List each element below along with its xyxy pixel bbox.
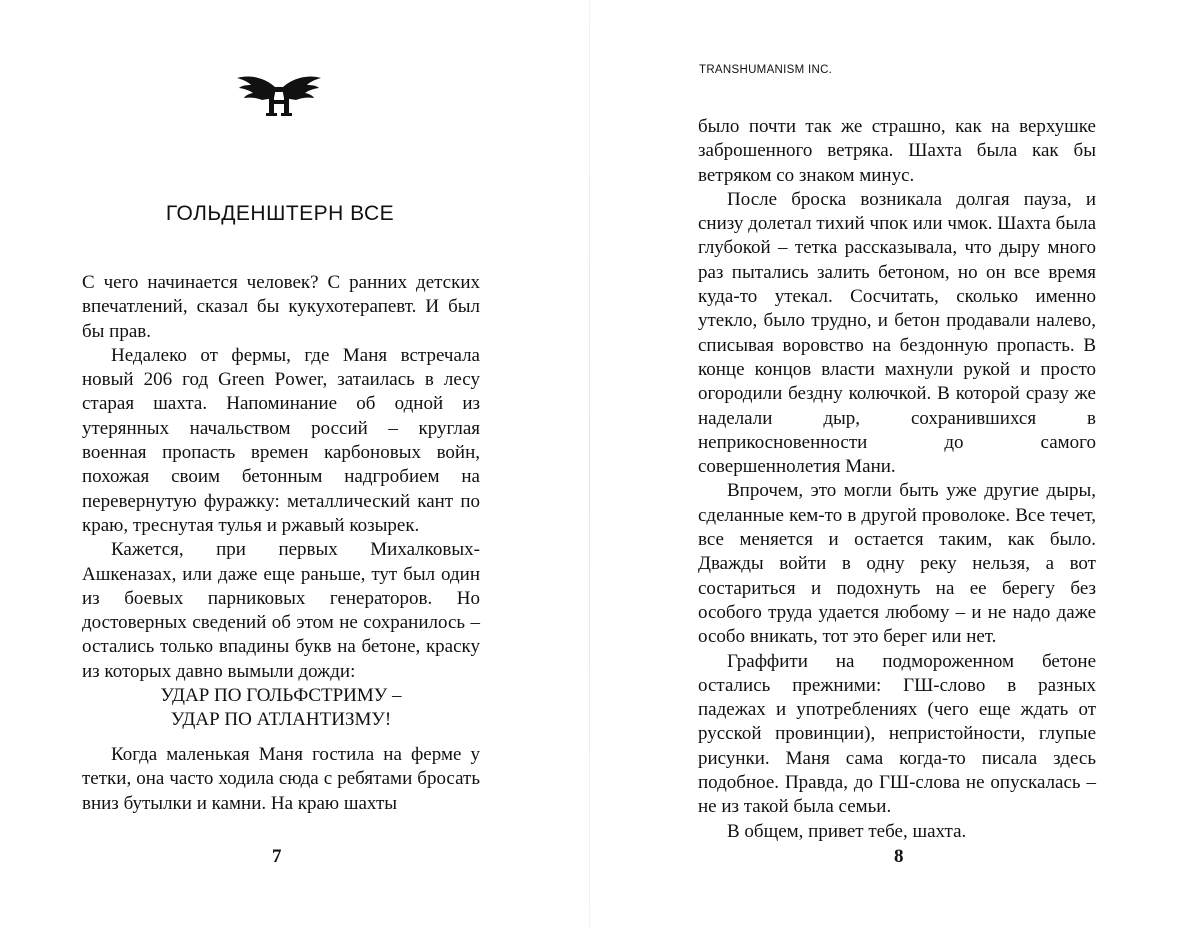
- paragraph: В общем, привет тебе, шахта.: [727, 820, 967, 842]
- paragraph: После броска возникала долгая пауза, и снизу долетал тихий чпок или чмок. Шахта была глубокой – тетка рассказывала, что дыру много раз пытались залить бетоном, но он все время куда-то утекал. Сосчитать, сколько именно утекло, было трудно, и бетон продавали налево, списывая воровство на бездонную пропасть. В конце концов власти махнули рукой и просто огородили бездну колючкой. В которой сразу же наделали дыр, сохранившихся в неприкосновенности до самого совершеннолетия Мани.: [698, 188, 1096, 478]
- paragraph: было почти так же страшно, как на верхушке заброшенного ветряка. Шахта была как бы ветряком со знаком минус.: [698, 116, 1096, 186]
- epigraph-line: УДАР ПО ГОЛЬФСТРИМУ –: [160, 685, 402, 706]
- right-body-text: [698, 115, 1096, 844]
- epigraph-line: УДАР ПО АТЛАНТИЗМУ!: [170, 709, 392, 731]
- paragraph: С чего начинается человек? С ранних детских впечатлений, сказал бы кукухотерапевт. И был бы прав.: [82, 272, 480, 342]
- running-header: TRANSHUMANISM INC.: [699, 64, 833, 76]
- page-number-right: 8: [894, 846, 904, 867]
- winged-th-monogram-icon: [236, 74, 322, 118]
- paragraph: Впрочем, это могли быть уже другие дыры, сделанные кем-то в другой проволоке. Все течет, все меняется и остается таким, как было. Дважды войти в одну реку нельзя, а вот состариться и подохнуть на ее берегу без особого труда удается любому – и не надо даже особо вникать, тот это берег или нет.: [698, 480, 1096, 648]
- epigraph: [82, 684, 480, 733]
- page-number-left: 7: [272, 846, 282, 867]
- left-body-text: [82, 271, 480, 684]
- paragraph: Кажется, при первых Михалковых-Ашкеназах, или даже еще раньше, тут был один из боевых парниковых генераторов. Но достоверных сведений об этом не сохранилось – остались только впадины букв на бетоне, краску из которых давно вымыли дожди:: [82, 539, 480, 682]
- right-page: [590, 0, 1181, 928]
- left-closing-text: [82, 743, 480, 816]
- paragraph: Граффити на подмороженном бетоне остались прежними: ГШ-слово в разных падежах и употреблениях (чего еще ждать от русской провинции), непристойности, глупые рисунки. Маня сама когда-то писала здесь подобное. Правда, до ГШ-слова не опускалась – не из такой была семьи.: [698, 650, 1096, 818]
- paragraph: Недалеко от фермы, где Маня встречала новый 206 год Green Power, затаилась в лесу старая шахта. Напоминание об одной из утерянных начальством россий – круглая военная пропасть времен карбоновых войн, похожая своим бетонным надгробием на перевернутую фуражку: металлический кант по краю, треснутая тулья и ржавый козырек.: [82, 344, 480, 536]
- chapter-title: ГОЛЬДЕНШТЕРН ВСЕ: [165, 202, 395, 225]
- left-page: [0, 0, 589, 928]
- paragraph: Когда маленькая Маня гостила на ферме у тетки, она часто ходила сюда с ребятами бросать вниз бутылки и камни. На краю шахты: [82, 744, 480, 814]
